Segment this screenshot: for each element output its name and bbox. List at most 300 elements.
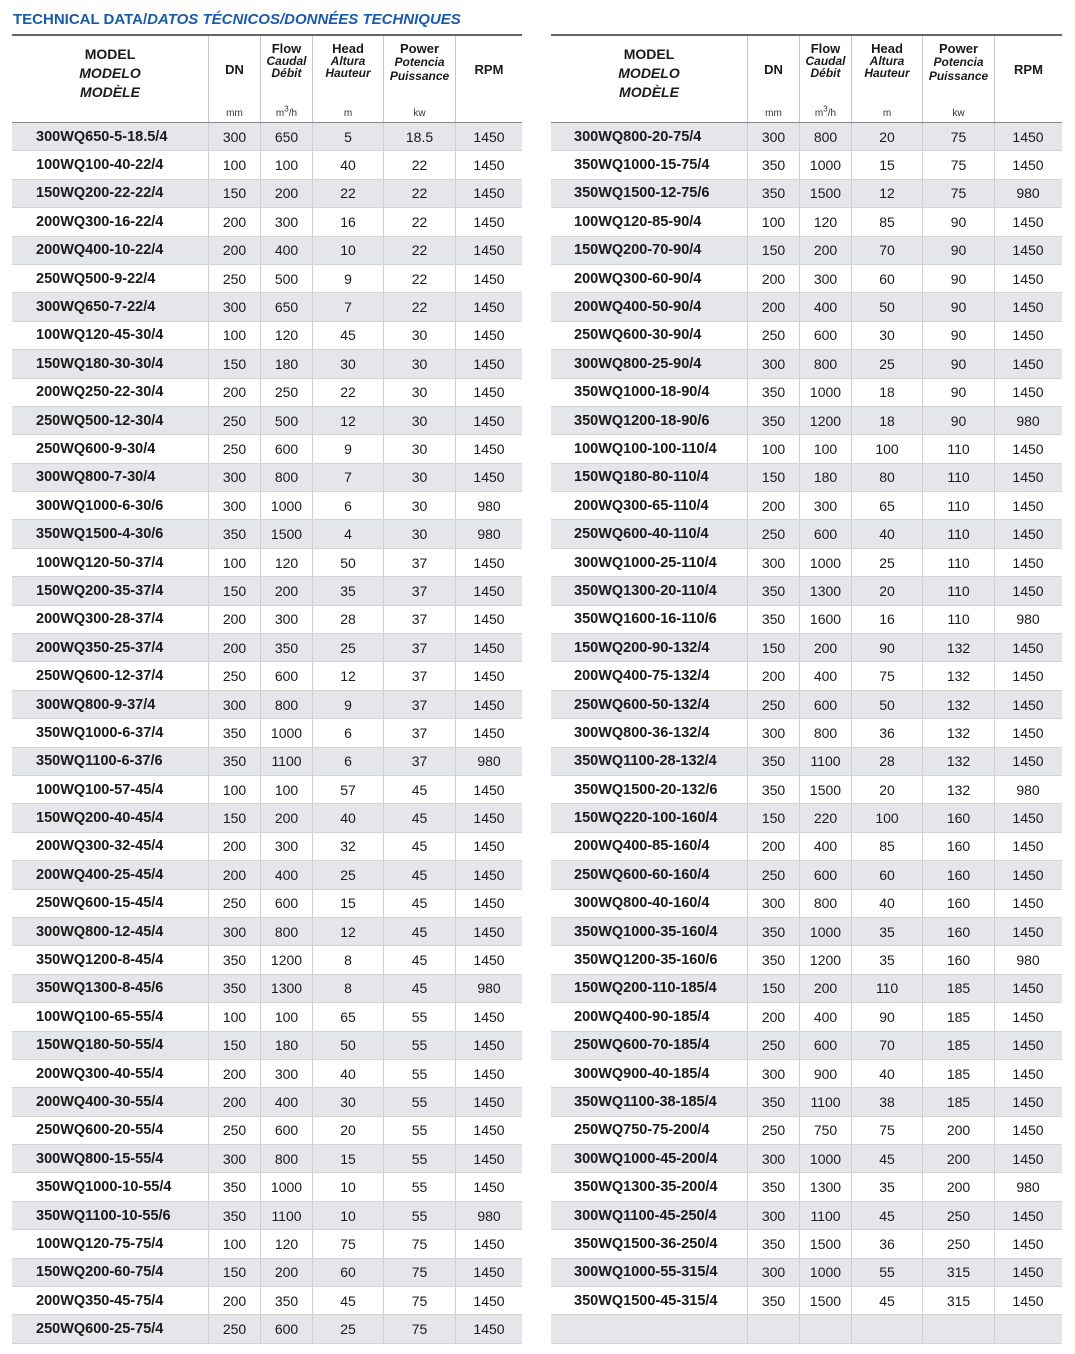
model-cell: 150WQ200-110-185/4 bbox=[574, 980, 717, 997]
table-header bbox=[551, 34, 1062, 123]
flow-cell: 1100 bbox=[260, 748, 312, 775]
dn-cell: 350 bbox=[747, 776, 799, 803]
head-cell: 22 bbox=[312, 379, 383, 406]
dn-cell: 350 bbox=[747, 1173, 799, 1200]
rpm-cell: 1450 bbox=[994, 833, 1061, 860]
model-cell: 250WQ600-60-160/4 bbox=[574, 866, 710, 883]
head-cell: 40 bbox=[851, 890, 922, 917]
power-cell: 45 bbox=[383, 804, 455, 831]
dn-cell: 150 bbox=[747, 634, 799, 661]
rpm-cell: 1450 bbox=[994, 237, 1061, 264]
dn-cell: 150 bbox=[208, 804, 260, 831]
table-row bbox=[12, 151, 522, 179]
head-cell: 15 bbox=[312, 1145, 383, 1172]
dn-cell: 200 bbox=[208, 833, 260, 860]
flow-cell: 300 bbox=[260, 208, 312, 235]
power-cell: 200 bbox=[922, 1145, 994, 1172]
table-row bbox=[12, 1230, 522, 1258]
model-cell: 300WQ800-40-160/4 bbox=[574, 895, 710, 912]
model-cell: 100WQ100-40-22/4 bbox=[36, 157, 164, 174]
head-cell: 45 bbox=[851, 1145, 922, 1172]
flow-cell: 120 bbox=[260, 549, 312, 576]
flow-cell: 1000 bbox=[799, 379, 851, 406]
dn-cell: 250 bbox=[208, 435, 260, 462]
power-cell: 132 bbox=[922, 634, 994, 661]
flow-cell bbox=[799, 1315, 851, 1342]
table-row bbox=[551, 237, 1062, 265]
dn-cell: 200 bbox=[747, 1003, 799, 1030]
page-title-en: TECHNICAL DATA/ bbox=[13, 11, 148, 28]
flow-cell: 100 bbox=[799, 435, 851, 462]
header-flow-unit: $m^3/h$ bbox=[814, 104, 837, 119]
rpm-cell: 1450 bbox=[455, 464, 522, 491]
flow-cell: 1100 bbox=[260, 1202, 312, 1229]
dn-cell: 200 bbox=[208, 1287, 260, 1314]
dn-cell: 200 bbox=[208, 237, 260, 264]
power-cell: 90 bbox=[922, 379, 994, 406]
rpm-cell: 1450 bbox=[994, 549, 1061, 576]
model-cell: 350WQ1100-38-185/4 bbox=[574, 1093, 717, 1110]
header-flow-fr: Débit bbox=[810, 66, 841, 80]
header-dn-en: DN bbox=[764, 62, 783, 77]
header-power-unit: kw bbox=[413, 108, 426, 119]
flow-cell: 800 bbox=[260, 1145, 312, 1172]
dn-cell: 200 bbox=[208, 1088, 260, 1115]
rpm-cell: 1450 bbox=[455, 1230, 522, 1257]
table-row bbox=[551, 662, 1062, 690]
rpm-cell: 1450 bbox=[994, 1003, 1061, 1030]
power-cell: 75 bbox=[383, 1259, 455, 1286]
flow-cell: 200 bbox=[799, 634, 851, 661]
flow-cell: 1500 bbox=[260, 520, 312, 547]
power-cell: 185 bbox=[922, 975, 994, 1002]
flow-cell: 400 bbox=[799, 833, 851, 860]
power-cell: 30 bbox=[383, 350, 455, 377]
dn-cell: 200 bbox=[747, 662, 799, 689]
power-cell: 90 bbox=[922, 407, 994, 434]
model-cell: 350WQ1500-20-132/6 bbox=[574, 781, 718, 798]
power-cell: 22 bbox=[383, 293, 455, 320]
head-cell: 40 bbox=[312, 151, 383, 178]
rpm-cell: 1450 bbox=[994, 1145, 1061, 1172]
model-cell: 150WQ180-50-55/4 bbox=[36, 1037, 164, 1054]
head-cell: 50 bbox=[851, 293, 922, 320]
power-cell: 132 bbox=[922, 691, 994, 718]
head-cell: 70 bbox=[851, 1032, 922, 1059]
flow-cell: 1300 bbox=[799, 1173, 851, 1200]
flow-cell: 350 bbox=[260, 1287, 312, 1314]
table-row bbox=[12, 407, 522, 435]
model-cell: 200WQ400-10-22/4 bbox=[36, 242, 164, 259]
head-cell: 12 bbox=[851, 180, 922, 207]
table-row bbox=[551, 208, 1062, 236]
power-cell: 37 bbox=[383, 662, 455, 689]
dn-cell: 100 bbox=[208, 1230, 260, 1257]
rpm-cell: 1450 bbox=[455, 776, 522, 803]
model-cell: 200WQ300-40-55/4 bbox=[36, 1065, 164, 1082]
dn-cell: 100 bbox=[208, 776, 260, 803]
header-rpm-en: RPM bbox=[474, 62, 504, 77]
dn-cell: 100 bbox=[747, 435, 799, 462]
model-cell: 300WQ900-40-185/4 bbox=[574, 1065, 710, 1082]
model-cell: 350WQ1200-8-45/4 bbox=[36, 952, 164, 969]
technical-data-table-right bbox=[551, 34, 1062, 1344]
table-row bbox=[12, 662, 522, 690]
model-cell: 350WQ1600-16-110/6 bbox=[574, 611, 717, 628]
power-cell: 45 bbox=[383, 890, 455, 917]
dn-cell: 200 bbox=[208, 208, 260, 235]
table-row bbox=[551, 804, 1062, 832]
head-cell: 6 bbox=[312, 719, 383, 746]
header-dn bbox=[747, 36, 799, 122]
rpm-cell: 1450 bbox=[994, 719, 1061, 746]
power-cell: 45 bbox=[383, 833, 455, 860]
header-head bbox=[851, 36, 922, 122]
dn-cell: 350 bbox=[747, 1230, 799, 1257]
model-cell: 350WQ1000-35-160/4 bbox=[574, 923, 718, 940]
rpm-cell: 1450 bbox=[994, 577, 1061, 604]
head-cell: 7 bbox=[312, 464, 383, 491]
rpm-cell: 1450 bbox=[994, 748, 1061, 775]
table-row bbox=[12, 833, 522, 861]
table-row bbox=[551, 1315, 1062, 1343]
rpm-cell: 1450 bbox=[994, 1230, 1061, 1257]
power-cell: 45 bbox=[383, 918, 455, 945]
dn-cell: 300 bbox=[747, 350, 799, 377]
power-cell: 30 bbox=[383, 464, 455, 491]
power-cell: 55 bbox=[383, 1117, 455, 1144]
power-cell: 55 bbox=[383, 1202, 455, 1229]
head-cell: 25 bbox=[851, 350, 922, 377]
table-row bbox=[12, 946, 522, 974]
power-cell: 37 bbox=[383, 606, 455, 633]
model-cell: 250WQ500-12-30/4 bbox=[36, 412, 164, 429]
table-row bbox=[551, 1287, 1062, 1315]
dn-cell: 300 bbox=[747, 549, 799, 576]
flow-cell: 400 bbox=[799, 662, 851, 689]
head-cell: 32 bbox=[312, 833, 383, 860]
head-cell: 75 bbox=[851, 1117, 922, 1144]
table-row bbox=[551, 123, 1062, 151]
dn-cell: 350 bbox=[747, 577, 799, 604]
dn-cell: 350 bbox=[747, 918, 799, 945]
rpm-cell: 1450 bbox=[994, 634, 1061, 661]
table-row bbox=[551, 151, 1062, 179]
table-row bbox=[551, 1259, 1062, 1287]
power-cell: 18.5 bbox=[383, 123, 455, 150]
power-cell: 185 bbox=[922, 1003, 994, 1030]
flow-cell: 1100 bbox=[799, 1202, 851, 1229]
rpm-cell: 1450 bbox=[455, 1145, 522, 1172]
page-title bbox=[13, 10, 461, 30]
table-row bbox=[551, 1088, 1062, 1116]
head-cell: 35 bbox=[851, 1173, 922, 1200]
model-cell: 300WQ800-12-45/4 bbox=[36, 923, 164, 940]
power-cell: 110 bbox=[922, 520, 994, 547]
rpm-cell: 1450 bbox=[455, 1173, 522, 1200]
flow-cell: 600 bbox=[260, 1117, 312, 1144]
model-cell: 350WQ1500-36-250/4 bbox=[574, 1235, 718, 1252]
dn-cell: 300 bbox=[208, 918, 260, 945]
head-cell: 10 bbox=[312, 1173, 383, 1200]
header-flow-unit: $m^3/h$ bbox=[275, 104, 298, 119]
header-flow-es: Caudal bbox=[266, 54, 307, 68]
power-cell: 160 bbox=[922, 918, 994, 945]
model-cell: 100WQ120-75-75/4 bbox=[36, 1235, 164, 1252]
power-cell: 37 bbox=[383, 549, 455, 576]
flow-cell: 200 bbox=[799, 975, 851, 1002]
dn-cell: 100 bbox=[747, 208, 799, 235]
rpm-cell: 1450 bbox=[994, 520, 1061, 547]
rpm-cell: 1450 bbox=[994, 975, 1061, 1002]
head-cell: 75 bbox=[312, 1230, 383, 1257]
table-row bbox=[551, 1003, 1062, 1031]
rpm-cell: 980 bbox=[994, 946, 1061, 973]
dn-cell: 200 bbox=[747, 492, 799, 519]
head-cell: 9 bbox=[312, 691, 383, 718]
flow-cell: 180 bbox=[260, 1032, 312, 1059]
rpm-cell: 1450 bbox=[994, 208, 1061, 235]
flow-cell: 400 bbox=[799, 1003, 851, 1030]
model-cell bbox=[551, 1315, 747, 1342]
table-row bbox=[12, 237, 522, 265]
power-cell: 45 bbox=[383, 776, 455, 803]
table-row bbox=[12, 549, 522, 577]
rpm-cell: 1450 bbox=[455, 946, 522, 973]
rpm-cell: 1450 bbox=[994, 918, 1061, 945]
table-row bbox=[551, 293, 1062, 321]
header-model-es: MODELO bbox=[79, 65, 141, 81]
table-row bbox=[551, 180, 1062, 208]
model-cell: 300WQ1000-55-315/4 bbox=[574, 1264, 718, 1281]
flow-cell: 500 bbox=[260, 265, 312, 292]
table-row bbox=[12, 1173, 522, 1201]
rpm-cell: 1450 bbox=[994, 1088, 1061, 1115]
flow-cell: 180 bbox=[260, 350, 312, 377]
table-row bbox=[12, 123, 522, 151]
head-cell: 20 bbox=[312, 1117, 383, 1144]
flow-cell: 1300 bbox=[260, 975, 312, 1002]
model-cell: 350WQ1300-8-45/6 bbox=[36, 980, 164, 997]
header-flow-en: Flow bbox=[271, 41, 302, 56]
head-cell: 30 bbox=[312, 350, 383, 377]
header-power bbox=[383, 36, 455, 122]
head-cell: 12 bbox=[312, 407, 383, 434]
rpm-cell: 1450 bbox=[455, 719, 522, 746]
rpm-cell: 1450 bbox=[455, 691, 522, 718]
rpm-cell: 980 bbox=[455, 520, 522, 547]
power-cell: 132 bbox=[922, 748, 994, 775]
header-model bbox=[551, 36, 747, 122]
flow-cell: 600 bbox=[260, 662, 312, 689]
flow-cell: 1500 bbox=[799, 180, 851, 207]
dn-cell: 200 bbox=[747, 265, 799, 292]
table-row bbox=[12, 719, 522, 747]
header-power-en: Power bbox=[938, 41, 978, 56]
table-row bbox=[551, 1230, 1062, 1258]
model-cell: 200WQ350-45-75/4 bbox=[36, 1292, 164, 1309]
flow-cell: 250 bbox=[260, 379, 312, 406]
rpm-cell: 980 bbox=[994, 776, 1061, 803]
head-cell: 10 bbox=[312, 237, 383, 264]
flow-cell: 300 bbox=[799, 265, 851, 292]
power-cell: 37 bbox=[383, 634, 455, 661]
model-cell: 150WQ180-30-30/4 bbox=[36, 355, 164, 372]
flow-cell: 120 bbox=[799, 208, 851, 235]
power-cell: 37 bbox=[383, 691, 455, 718]
table-row bbox=[12, 890, 522, 918]
model-cell: 350WQ1000-18-90/4 bbox=[574, 384, 710, 401]
head-cell: 45 bbox=[851, 1287, 922, 1314]
flow-cell: 180 bbox=[799, 464, 851, 491]
header-rpm-en: RPM bbox=[1014, 62, 1043, 77]
flow-cell: 100 bbox=[260, 151, 312, 178]
model-cell: 350WQ1500-12-75/6 bbox=[574, 185, 710, 202]
table-row bbox=[551, 1060, 1062, 1088]
head-cell: 60 bbox=[851, 265, 922, 292]
head-cell: 7 bbox=[312, 293, 383, 320]
head-cell: 36 bbox=[851, 1230, 922, 1257]
model-cell: 350WQ1300-35-200/4 bbox=[574, 1179, 718, 1196]
head-cell: 50 bbox=[312, 549, 383, 576]
head-cell: 10 bbox=[312, 1202, 383, 1229]
table-row bbox=[551, 379, 1062, 407]
head-cell: 35 bbox=[312, 577, 383, 604]
rpm-cell: 1450 bbox=[455, 804, 522, 831]
head-cell: 60 bbox=[851, 861, 922, 888]
dn-cell: 150 bbox=[208, 577, 260, 604]
rpm-cell: 1450 bbox=[455, 1315, 522, 1342]
model-cell: 200WQ300-65-110/4 bbox=[574, 497, 709, 514]
model-cell: 350WQ1000-15-75/4 bbox=[574, 157, 710, 174]
header-power-en: Power bbox=[399, 41, 439, 56]
model-cell: 250WQ600-20-55/4 bbox=[36, 1122, 164, 1139]
head-cell: 25 bbox=[312, 1315, 383, 1342]
header-power-fr: Puissance bbox=[389, 69, 450, 83]
model-cell: 100WQ120-85-90/4 bbox=[574, 213, 702, 230]
rpm-cell: 1450 bbox=[994, 435, 1061, 462]
model-cell: 300WQ800-9-37/4 bbox=[36, 696, 156, 713]
rpm-cell: 1450 bbox=[994, 464, 1061, 491]
table-row bbox=[551, 1145, 1062, 1173]
header-head-es: Altura bbox=[869, 54, 905, 68]
flow-cell: 600 bbox=[799, 691, 851, 718]
flow-cell: 600 bbox=[799, 1032, 851, 1059]
header-power bbox=[922, 36, 994, 122]
rpm-cell: 1450 bbox=[994, 151, 1061, 178]
dn-cell: 300 bbox=[208, 1145, 260, 1172]
dn-cell: 300 bbox=[208, 123, 260, 150]
model-cell: 350WQ1200-18-90/6 bbox=[574, 412, 710, 429]
head-cell: 38 bbox=[851, 1088, 922, 1115]
dn-cell: 150 bbox=[208, 350, 260, 377]
flow-cell: 400 bbox=[260, 1088, 312, 1115]
dn-cell: 350 bbox=[208, 719, 260, 746]
table-row bbox=[551, 350, 1062, 378]
head-cell bbox=[851, 1315, 922, 1342]
header-flow-es: Caudal bbox=[805, 54, 846, 68]
model-cell: 300WQ650-5-18.5/4 bbox=[36, 128, 168, 145]
head-cell: 57 bbox=[312, 776, 383, 803]
dn-cell: 250 bbox=[208, 1117, 260, 1144]
flow-cell: 1000 bbox=[260, 492, 312, 519]
head-cell: 25 bbox=[312, 861, 383, 888]
flow-cell: 1600 bbox=[799, 606, 851, 633]
table-row bbox=[551, 464, 1062, 492]
dn-cell: 200 bbox=[208, 861, 260, 888]
table-row bbox=[551, 719, 1062, 747]
rpm-cell: 1450 bbox=[994, 1060, 1061, 1087]
flow-cell: 120 bbox=[260, 1230, 312, 1257]
rpm-cell: 1450 bbox=[455, 151, 522, 178]
rpm-cell: 1450 bbox=[455, 322, 522, 349]
model-cell: 350WQ1100-6-37/6 bbox=[36, 753, 163, 770]
rpm-cell: 1450 bbox=[994, 123, 1061, 150]
table-row bbox=[551, 1202, 1062, 1230]
dn-cell: 200 bbox=[747, 833, 799, 860]
power-cell: 37 bbox=[383, 577, 455, 604]
table-row bbox=[12, 776, 522, 804]
power-cell: 250 bbox=[922, 1202, 994, 1229]
head-cell: 9 bbox=[312, 435, 383, 462]
power-cell: 37 bbox=[383, 748, 455, 775]
head-cell: 25 bbox=[851, 549, 922, 576]
model-cell: 100WQ120-50-37/4 bbox=[36, 554, 164, 571]
flow-cell: 300 bbox=[260, 1060, 312, 1087]
rpm-cell: 1450 bbox=[994, 1202, 1061, 1229]
head-cell: 75 bbox=[851, 662, 922, 689]
model-cell: 250WQ500-9-22/4 bbox=[36, 270, 156, 287]
dn-cell: 350 bbox=[208, 975, 260, 1002]
model-cell: 200WQ400-90-185/4 bbox=[574, 1008, 710, 1025]
dn-cell: 150 bbox=[747, 804, 799, 831]
rpm-cell: 1450 bbox=[994, 662, 1061, 689]
power-cell: 315 bbox=[922, 1259, 994, 1286]
model-cell: 200WQ400-25-45/4 bbox=[36, 866, 164, 883]
power-cell: 55 bbox=[383, 1145, 455, 1172]
table-row bbox=[12, 435, 522, 463]
table-row bbox=[551, 776, 1062, 804]
flow-cell: 400 bbox=[260, 861, 312, 888]
table-row bbox=[12, 918, 522, 946]
table-row bbox=[12, 577, 522, 605]
flow-cell: 1000 bbox=[799, 918, 851, 945]
dn-cell: 100 bbox=[208, 549, 260, 576]
model-cell: 150WQ180-80-110/4 bbox=[574, 469, 709, 486]
flow-cell: 800 bbox=[799, 350, 851, 377]
dn-cell: 200 bbox=[208, 634, 260, 661]
model-cell: 150WQ200-60-75/4 bbox=[36, 1264, 164, 1281]
head-cell: 35 bbox=[851, 946, 922, 973]
head-cell: 45 bbox=[312, 1287, 383, 1314]
header-head bbox=[312, 36, 383, 122]
table-row bbox=[12, 691, 522, 719]
dn-cell: 300 bbox=[747, 1202, 799, 1229]
power-cell: 55 bbox=[383, 1173, 455, 1200]
header-head-fr: Hauteur bbox=[864, 66, 910, 80]
power-cell: 315 bbox=[922, 1287, 994, 1314]
table-row bbox=[551, 833, 1062, 861]
dn-cell: 350 bbox=[747, 407, 799, 434]
rpm-cell: 1450 bbox=[455, 180, 522, 207]
head-cell: 16 bbox=[851, 606, 922, 633]
dn-cell: 250 bbox=[747, 1032, 799, 1059]
table-row bbox=[12, 322, 522, 350]
model-cell: 250WQ600-50-132/4 bbox=[574, 696, 710, 713]
power-cell: 200 bbox=[922, 1173, 994, 1200]
dn-cell: 150 bbox=[747, 975, 799, 1002]
power-cell: 22 bbox=[383, 265, 455, 292]
